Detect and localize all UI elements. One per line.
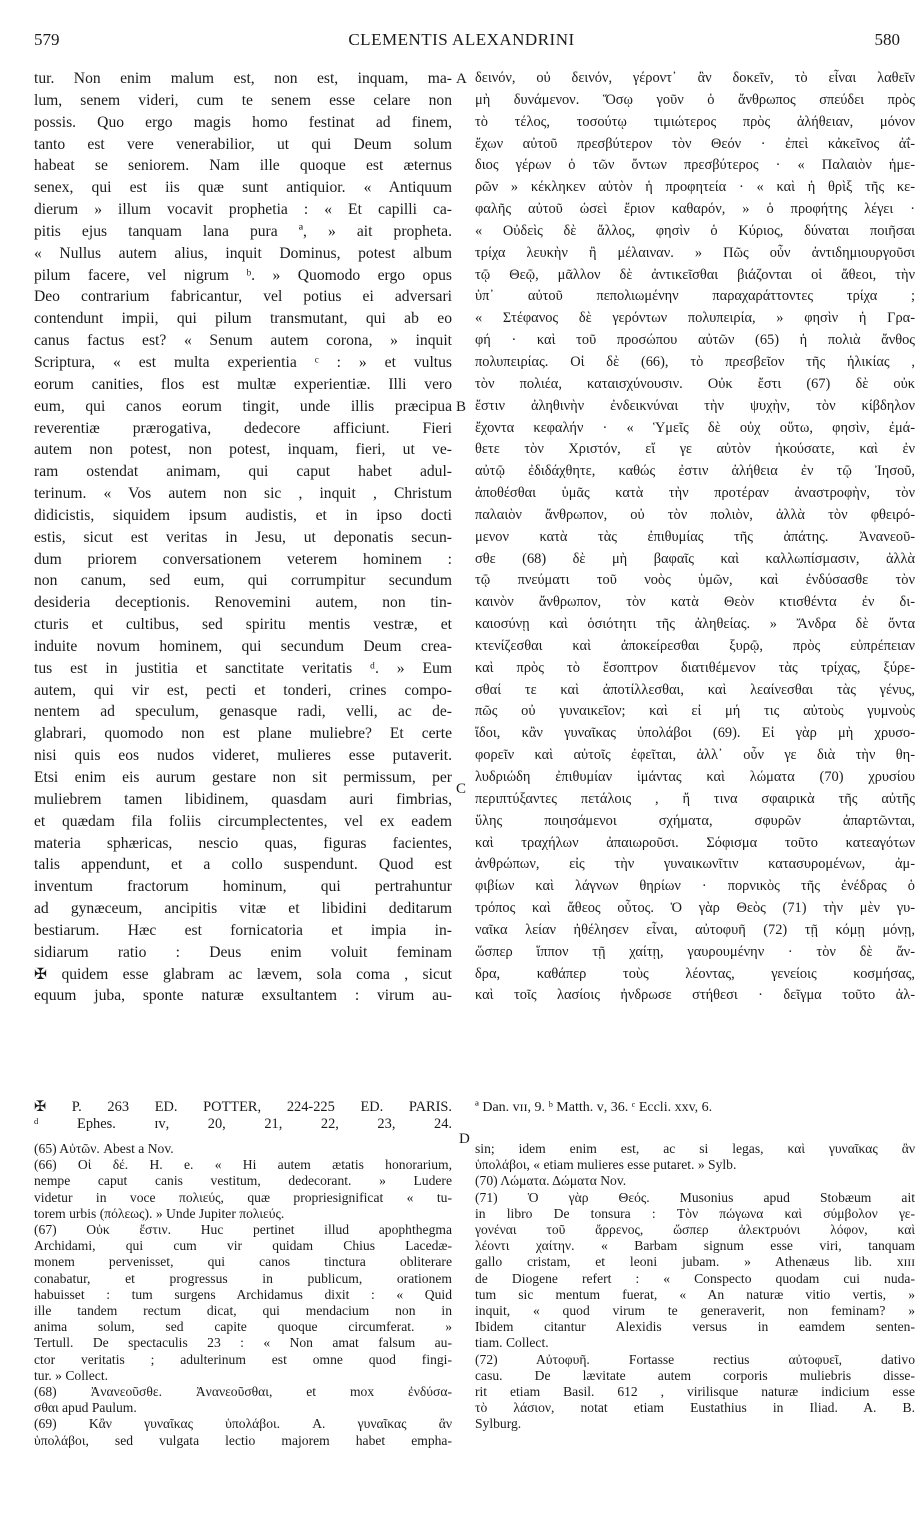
latin-text-line: ram ostendat animam, qui caput habet adul- (34, 463, 452, 481)
margin-letter-c: C (456, 781, 467, 797)
latin-text-line: glabrari, quomodo non est plane muliebre? Et certe (34, 725, 452, 743)
note-line: torem urbis (πόλεως). » Unde Jupiter πολιεύς. (34, 1205, 285, 1221)
note-line: (65) Αὐτῶν. Abest a Nov. (34, 1141, 174, 1156)
note-line: (71) Ὁ γὰρ Θεός. Musonius apud Stobæum ait (475, 1189, 915, 1205)
latin-text-line: materia sphæricas, nescio quas, figuras facientes, (34, 834, 452, 852)
latin-text-line: tus est in justitia et sanctitate veritatis ᵈ. » Eum (34, 659, 452, 677)
note-line: Archidami, qui cum vir quidam Chius Lacedæ- (34, 1238, 452, 1254)
note-line: ὑπολάβοι, sed vulgata lectio majorem habet empha- (34, 1432, 452, 1448)
notes-right-column (475, 1141, 915, 1433)
latin-text-line: sidiarum ratio : Deus enim voluit feminam (34, 943, 452, 961)
latin-text-line: nisi quis eos nudos videret, mulieres esse putaverit. (34, 747, 452, 765)
latin-text-line: cturis et cultibus, sed spiritu mentis vestræ, et (34, 616, 452, 634)
greek-text-line: ὑπ᾽ αὐτοῦ πεπολιωμένην παραχαράττοντες τρίχα ; (475, 288, 915, 305)
note-line: (69) Κἂν γυναῖκας ὑπολάβοι. A. γυναῖκας ἂν (34, 1416, 452, 1432)
greek-text-line: ὥσπερ ἵππον τῇ χαίτῃ, γαυρουμένην · τὸν δὲ ἄν- (475, 943, 915, 960)
note-line: λέοντι χαίτην. « Barbam signum esse viri, tanquam (475, 1238, 915, 1254)
greek-text-line: ἔχων αὐτοῦ πρεσβύτερον τὸν Θεόν · ἐπεὶ κἀκεῖνος ἀΐ- (475, 135, 915, 152)
scripture-ref-line: ✠ P. 263 ED. POTTER, 224-225 ED. PARIS. (34, 1099, 452, 1115)
latin-text-line: pilum facere, vel nigrum ᵇ. » Quomodo ergo opus (34, 266, 452, 284)
margin-letter-a: A (456, 71, 467, 87)
note-line: tum sic mentum fuerat, « An naturæ vitio vertis, » (475, 1286, 915, 1302)
greek-text-line: καὶ πρὸς τὸ ἔσοπτρον διατιθέμενον τὰς τρίχας, ξύρε- (475, 659, 915, 676)
note-line: rit etiam Basil. 612 , virilisque naturæ indicium esse (475, 1384, 915, 1400)
latin-text-line: terinum. « Vos autem non sic , inquit , Christum (34, 485, 452, 503)
latin-text-line: Etsi enim eis aurum gestare non sit permissum, per (34, 769, 452, 786)
note-line: sin; idem enim est, ac si legas, καὶ γυναῖκας ἂν (475, 1141, 915, 1156)
greek-text-line: τρίχα λευκὴν ἢ μέλαιναν. » Πῶς οὖν ἀντιδημιουργοῦσι (475, 244, 915, 261)
latin-text-line: bestiarum. Hæc est fornicatoria et impia in- (34, 921, 452, 939)
greek-text-line: πῶς οὐ γυναικεῖον; καὶ εἰ μή τις αὐτοὺς γυμνοὺς (475, 703, 915, 720)
latin-text-line: muliebrem tamen libidinem, quasdam auri fimbrias, (34, 790, 452, 808)
latin-text-line: pitis ejus tanquam lana pura ª, » ait propheta. (34, 222, 452, 240)
note-line: (66) Οἱ δέ. H. e. « Hi autem ætatis honorarium, (34, 1157, 452, 1173)
latin-text-line: et quædam fila foliis circumplectentes, vel ex eadem (34, 812, 452, 830)
greek-text-line: ἀποθέσθαι ὑμᾶς κατὰ τὴν προτέραν ἀναστροφὴν, τὸν (475, 485, 915, 502)
greek-column (475, 68, 915, 1007)
latin-text-line: « Nullus autem alius, inquit Dominus, potest album (34, 244, 452, 262)
running-title: CLEMENTIS ALEXANDRINI (348, 30, 575, 49)
note-line: tiam. Collect. (475, 1335, 549, 1351)
greek-text-line: καὶ τοῖς λασίοις ἠνδρωσε στήθεσι · δεῖγμα τοῦτο ἀλ- (475, 987, 915, 1004)
note-line: γονέναι τοῦ ἄρρενος, ὥσπερ ἀλεκτρυόνι λόφον, καὶ (475, 1222, 915, 1238)
latin-text-line: canus factus est? « Senum autem corona, » inquit (34, 332, 452, 350)
latin-text-line: ✠ quidem esse glabram ac lævem, sola coma , sicut (34, 965, 452, 983)
notes-left-column (34, 1141, 452, 1449)
note-line: Tertull. De spectaculis 23 : « Non amat falsum au- (34, 1335, 452, 1351)
note-line: habuisset : tum surgens Archidamus dixit : « Quid (34, 1286, 452, 1302)
latin-text-line: estis, sicut est veritas in Jesu, ut deponatis secun- (34, 528, 452, 546)
note-line: casu. De lævitate autem corporis muliebris disse- (475, 1367, 915, 1383)
latin-text-line: dum priorem conversationem veterem hominem : (34, 550, 452, 568)
latin-text-line: tur. Non enim malum est, non est, inquam, ma- (34, 70, 452, 87)
greek-text-line: « Οὐδεὶς δὲ ἄλλος, φησὶν ὁ Κύριος, δύναται ποιῆσαι (475, 222, 915, 239)
latin-text-line: talis appendunt, et a collo suspendunt. Quod est (34, 856, 452, 874)
greek-text-line: περιπτύξαντες πετάλοις , ἤ τινα σφαιρικὰ τῆς αὐτῆς (475, 790, 915, 807)
latin-text-line: lum, senem videri, cum te senem esse celare non (34, 91, 452, 109)
latin-text-line: didicistis, siquidem ipsum audistis, et in ipso docti (34, 506, 452, 524)
note-line: conabatur, et progressus in publicum, orationem (34, 1270, 452, 1286)
greek-text-line: καὶ τραχήλων ἀπαιωροῦσι. Σόφισμα τοῦτο κατεαγότων (475, 834, 915, 851)
note-line: (72) Αὐτοφυῆ. Fortasse rectius αὐτοφυεῖ, dativo (475, 1351, 915, 1367)
latin-text-line: induite novum hominem, qui secundum Deum crea- (34, 637, 452, 655)
latin-text-line: Deo contrarium fabricantur, vel potius ei adversari (34, 288, 452, 306)
latin-text-line: possis. Quo ergo magis homo festinat ad finem, (34, 113, 452, 131)
page-number-left: 579 (34, 30, 60, 49)
note-line: anima solum, sed capite quoque circumferat. » (34, 1319, 452, 1335)
greek-text-line: μενον κατὰ τὰς ἐπιθυμίας τῆς ἀπάτης. Ἀνανεοῦ- (475, 528, 915, 545)
note-line: videtur in voce πολιεύς, quæ propriesignificat « tu- (34, 1189, 452, 1205)
note-line: nempe caput canis vestitum, dedecorant. » Ludere (34, 1173, 452, 1189)
greek-text-line: καινὸν ἄνθρωπον, τὸν κατὰ Θεὸν κτισθέντα ἐν δι- (475, 594, 915, 611)
latin-text-line: dierum » illum vocavit prophetia : « Et capilli ca- (34, 201, 452, 219)
note-line: monem pervenisset, qui canos tinctura obliterare (34, 1254, 452, 1270)
greek-text-line: ἔχοντα κεφαλήν · « Ὑμεῖς δὲ οὐχ οὕτω, φησὶν, ἐμά- (475, 419, 915, 436)
latin-column (34, 68, 452, 1007)
scripture-refs-right: ª Dan. ᴠɪɪ, 9. ᵇ Matth. ᴠ, 36. ᶜ Eccli. xxv, 6. (475, 1100, 713, 1115)
note-line: Sylburg. (475, 1416, 522, 1432)
note-line: ὑπολάβοι, « etiam mulieres esse putaret. » Sylb. (475, 1157, 737, 1173)
latin-text-line: non canum, sed eum, qui corrumpitur secundum (34, 572, 452, 590)
latin-text-line: inventum fractorum hominum, qui pertrahuntur (34, 878, 452, 896)
note-line: σθαι apud Paulum. (34, 1400, 137, 1416)
scripture-ref-line: ᵈ Ephes. ɪᴠ, 20, 21, 22, 23, 24. (34, 1116, 452, 1132)
greek-text-line: ὕλης ποιησάμενοι σχήματα, σφυρῶν ἀπαρτῶνται, (475, 812, 915, 829)
greek-text-line: φή · καὶ τοῦ προσώπου αὐτῶν (65) ἡ πολιὰ ἄνθος (475, 332, 915, 349)
note-line: (67) Οὐκ ἔστιν. Huc pertinet illud apophthegma (34, 1222, 452, 1238)
note-line: inquit, « quod virum te generaverit, non feminam? » (475, 1303, 915, 1319)
greek-text-line: σθε (68) δὲ μὴ βαφαῖς καὶ καλλωπίσμασιν, ἀλλὰ (475, 550, 915, 567)
greek-text-line: παλαιὸν ἄνθρωπον, οὐ τὸν πολιὸν, ἀλλὰ τὸν φθειρό- (475, 506, 915, 523)
latin-text-line: equum juba, sponte naturæ exsultantem : virum au- (34, 987, 452, 1005)
note-line: in libro De tonsura : Τὸν πώγωνα καὶ σύμβολον γε- (475, 1205, 915, 1221)
note-line: de Diogene refert : « Conspecto quodam cui nuda- (475, 1270, 915, 1286)
note-line: ctor veritatis ; adulterinum est omne quod fingi- (34, 1351, 452, 1367)
greek-text-line: τὸν πολιέα, καταισχύνουσιν. Οὐκ ἔστι (67) δὲ οὐκ (475, 375, 915, 392)
page-number-right: 580 (874, 30, 900, 49)
latin-text-line: autem, qui vir est, pecti et tonderi, crines compo- (34, 681, 452, 699)
latin-text-line: nentem ad speculum, genasque radi, velli, ac de- (34, 703, 452, 721)
greek-text-line: ἀνθρώπων, εἰς τὴν γυναικωνῖτιν κατασυρομένων, ἀμ- (475, 856, 915, 873)
latin-text-line: desideria deceptionis. Renovemini autem, non tin- (34, 594, 452, 612)
greek-text-line: πολυπειρίας. Οἱ δὲ (66), τὸ πρεσβεῖον τῆς ἡλικίας , (475, 353, 915, 370)
note-line: Ibidem citantur Alexidis versus in eamdem senten- (475, 1319, 915, 1335)
greek-text-line: λυδριώδη ἐπιθυμίαν ἱμάντας καὶ λώματα (70) χρυσίου (475, 769, 915, 785)
latin-text-line: autem non potest, non potest, inquam, fieri, ut ve- (34, 441, 452, 459)
greek-text-line: μὴ δυνάμενον. Ὅσῳ γοῦν ὁ ἄνθρωπος σπεύδει πρὸς (475, 91, 915, 108)
greek-text-line: τῷ Θεῷ, μᾶλλον δὲ ἀντικεῖσθαι βιάζονται οἱ ἄθεοι, τὴν (475, 266, 915, 283)
latin-text-line: Scriptura, « est multa experientia ᶜ : » et vultus (34, 353, 452, 371)
greek-text-line: ἔστιν ἀληθινὴν ἐνδεικνύναι τὴν ψυχὴν, τὸν κίβδηλον (475, 397, 915, 414)
greek-text-line: σθαί τε καὶ ἀποτίλλεσθαι, καὶ λεαίνεσθαι τὰς γένυς, (475, 681, 915, 698)
note-line: (68) Ἀνανεοῦσθε. Ἀνανεοῦσθαι, et mox ἐνδύσα- (34, 1384, 452, 1400)
latin-text-line: reverentiæ prærogativa, dedecore afficiunt. Fieri (34, 419, 452, 437)
note-line: ille tandem rectum dicat, qui mendacium non in (34, 1303, 452, 1319)
greek-text-line: τῷ πνεύματι τοῦ νοὸς ὑμῶν, καὶ ἐνδύσασθε τὸν (475, 572, 915, 589)
note-line: tur. » Collect. (34, 1367, 109, 1383)
note-line: gallo cristam, et leoni jubam. » Athenæus lib. xɪɪɪ (475, 1254, 915, 1270)
greek-text-line: « Στέφανος δὲ γερόντων πολυπειρία, » φησὶν ἡ Γρα- (475, 310, 915, 327)
latin-text-line: tanto est vere venerabilior, ut qui Deum solum (34, 135, 452, 153)
margin-letter-b: B (456, 399, 467, 415)
greek-text-line: διος γέρων ὁ τῶν ὄντων πρεσβύτερος · « Παλαιὸν ἡμε- (475, 157, 915, 174)
greek-text-line: δεινόν, οὐ δεινόν, γέροντ᾽ ἂν δοκεῖν, τὸ εἶναι λαθεῖν (475, 70, 915, 86)
latin-text-line: contendunt impii, qui pilum transmutant, qui ab eo (34, 310, 452, 328)
latin-text-line: eorum canities, flos est multæ experientiæ. Illi vero (34, 375, 452, 393)
note-line: (70) Λώματα. Δώματα Nov. (475, 1173, 627, 1189)
greek-text-line: ἴδοι, κἂν γυναῖκας ὑπολάβοι (69). Εἰ γὰρ μὴ χρυσο- (475, 725, 915, 742)
greek-text-line: αὐτῷ ἐδιδάχθητε, καθώς ἐστιν ἀλήθεια ἐν τῷ Ἰησοῦ, (475, 463, 915, 480)
latin-text-line: habeat se seniorem. Nam ille quoque est æternus (34, 157, 452, 175)
note-line: τὸ λάσιον, notat etiam Eustathius in Iliad. A. B. (475, 1400, 915, 1416)
latin-text-line: senex, qui est iis quæ sunt antiquior. « Antiquum (34, 179, 452, 197)
greek-text-line: τὸ τέλος, τοσούτῳ τιμιώτερος πρὸς ἀλήθειαν, μόνον (475, 113, 915, 130)
greek-text-line: φορεῖν καὶ αὐτοῖς ἐφεῖται, ἀλλ᾽ οὖν γε διὰ τὴν θη- (475, 747, 915, 764)
greek-text-line: θετε τὸν Χριστόν, εἴ γε αὐτὸν ἠκούσατε, καὶ ἐν (475, 441, 915, 458)
greek-text-line: καιοσύνῃ καὶ ὁσιότητι τῆς ἀληθείας. » Ἄνδρα δὲ ὄντα (475, 616, 915, 633)
greek-text-line: φαλῆς αὐτοῦ ὡσεὶ ἔριον καθαρόν, » ὁ προφήτης λέγει · (475, 201, 915, 218)
greek-text-line: ναῖκα λείαν ἠθέλησεν εἶναι, αὐτοφυῆ (72) τῇ κόμῃ μόνῃ, (475, 921, 915, 938)
margin-letter-d: D (459, 1131, 470, 1147)
greek-text-line: κτενίζεσθαι καὶ ἀποκείρεσθαι ξυρῷ, πρὸς εὐπρέπειαν (475, 637, 915, 654)
greek-text-line: δρα, καθάπερ τοὺς λέοντας, γενείοις κοσμήσας, (475, 965, 915, 982)
greek-text-line: ρῶν » κέκληκεν αὐτὸν ἡ προφητεία · « καὶ ἡ θρὶξ τῆς κε- (475, 179, 915, 196)
scripture-refs-left (34, 1099, 452, 1133)
latin-text-line: eum, qui canos eorum tingit, unde illis præcipua (34, 397, 452, 415)
latin-text-line: ad gynæceum, ancipitis vitæ et libidini deditarum (34, 900, 452, 918)
greek-text-line: τρόπος καὶ ἄθεος οὗτος. Ὁ γὰρ Θεὸς (71) τὴν μὲν γυ- (475, 900, 915, 917)
greek-text-line: φιβίων καὶ λάγνων θηρίων · πορνικὸς τῆς ἐνέδρας ὁ (475, 878, 915, 895)
